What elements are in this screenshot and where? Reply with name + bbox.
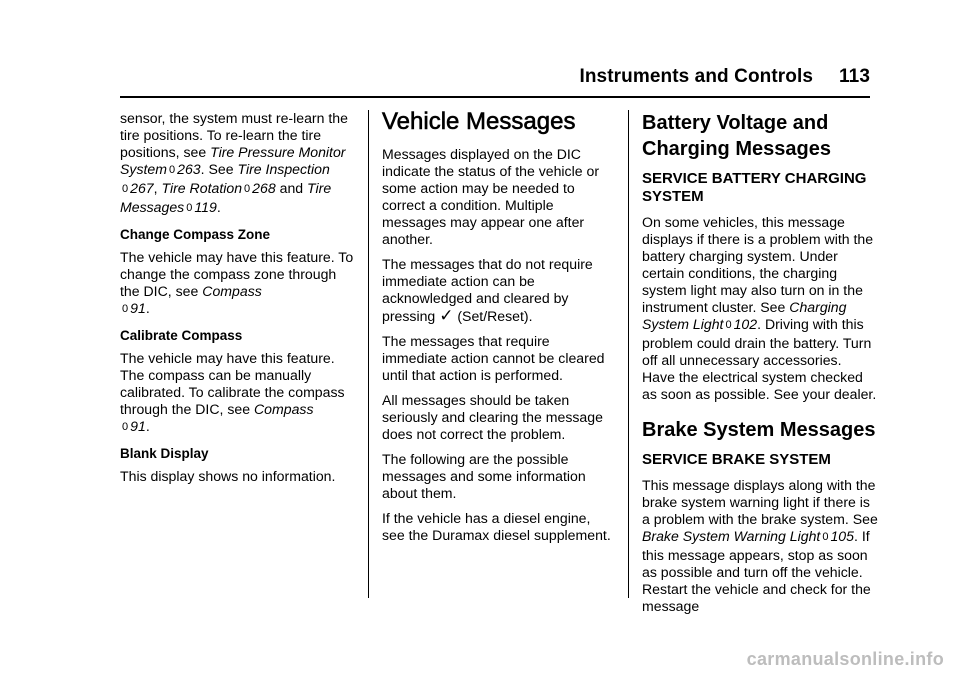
ref-arrow-icon: 0 xyxy=(122,303,129,315)
column-divider-2 xyxy=(628,110,629,598)
paragraph-take-seriously: All messages should be taken seriously and clearing the message does not correct the problem. xyxy=(382,392,603,442)
watermark: carmanualsonline.info xyxy=(746,649,944,669)
paragraph-brake: This message displays along with the brake system warning light if there is a problem with the brake system. See Brake System Warning Light 0 105. If this message appears, stop as soon as possible and turn off the vehicle. Restart the vehicle and check for the message xyxy=(642,477,878,614)
ref-arrow-icon: 0 xyxy=(186,202,193,214)
heading-vehicle-messages: Vehicle Messages xyxy=(382,108,576,135)
heading-service-battery: SERVICE BATTERY CHARGING SYSTEM xyxy=(642,170,867,205)
ref-arrow-icon: 0 xyxy=(122,421,129,433)
heading-change-compass-zone: Change Compass Zone xyxy=(120,227,271,242)
header-rule xyxy=(120,96,870,98)
ref-brake-warning-light[interactable]: Brake System Warning Light xyxy=(642,528,821,544)
heading-brake-system-messages: Brake System Messages xyxy=(642,419,876,441)
ref-compass[interactable]: Compass xyxy=(202,283,262,299)
ref-arrow-icon: 0 xyxy=(822,531,829,543)
paragraph-compass-zone: The vehicle may have this feature. To change the compass zone through the DIC, see Compass 0 91. xyxy=(120,249,354,316)
page-number: 113 xyxy=(839,66,870,87)
column-1 xyxy=(120,110,356,493)
ref-arrow-icon: 0 xyxy=(725,319,732,331)
ref-tire-messages[interactable]: Tire Messages xyxy=(120,180,332,215)
heading-battery-voltage: Battery Voltage and Charging Messages xyxy=(642,112,831,160)
paragraph-immediate-action: The messages that require immediate action cannot be cleared until that action is performed. xyxy=(382,333,605,383)
paragraph-calibrate: The vehicle may have this feature. The compass can be manually calibrated. To calibrate the compass through the DIC, see Compass 0 91. xyxy=(120,350,345,434)
column-2 xyxy=(382,110,614,552)
heading-service-brake: SERVICE BRAKE SYSTEM xyxy=(642,451,831,468)
ref-charging-system-light[interactable]: Charging System Light xyxy=(642,299,847,332)
paragraph-battery: On some vehicles, this message displays if there is a problem with the battery charging system. Under certain conditions, the charging system light may also turn on in the instrument cluster. See Charging System Light 0 102. Driving with this problem could drain the battery. Turn off all unnecessary accessories. Have the electrical system checked as soon as possible. See your dealer. xyxy=(642,214,877,402)
paragraph-acknowledge: The messages that do not require immediate action can be acknowledged and cleared by pressing ✓ (Set/Reset). xyxy=(382,256,593,325)
paragraph-tire-relearn: sensor, the system must re-learn the tire positions. To re-learn the tire positions, see Tire Pressure Monitor System 0 263. See Tire Inspection 0 267, Tire Rotation 0 268 and Tire Messages 0 119. xyxy=(120,110,348,215)
ref-arrow-icon: 0 xyxy=(122,183,129,195)
ref-arrow-icon: 0 xyxy=(244,183,251,195)
paragraph-messages-intro: Messages displayed on the DIC indicate the status of the vehicle or some action may be needed to correct a condition. Multiple messages may appear one after another. xyxy=(382,146,600,247)
page-header xyxy=(579,66,870,88)
ref-tire-pressure-monitor[interactable]: Tire Pressure Monitor System xyxy=(120,144,346,177)
section-title: Instruments and Controls xyxy=(579,66,814,87)
ref-arrow-icon: 0 xyxy=(169,164,176,176)
heading-blank-display: Blank Display xyxy=(120,446,209,461)
column-divider-1 xyxy=(368,110,369,598)
ref-compass[interactable]: Compass xyxy=(253,401,314,417)
ref-tire-inspection[interactable]: Tire Inspection xyxy=(237,161,330,177)
paragraph-possible-messages: The following are the possible messages and some information about them. xyxy=(382,451,586,501)
ref-tire-rotation[interactable]: Tire Rotation xyxy=(161,180,243,196)
paragraph-blank-display: This display shows no information. xyxy=(120,468,336,484)
paragraph-diesel: If the vehicle has a diesel engine, see the Duramax diesel supplement. xyxy=(382,510,611,543)
heading-calibrate-compass: Calibrate Compass xyxy=(120,328,243,343)
set-reset-check-icon: ✓ xyxy=(439,306,454,325)
column-3 xyxy=(642,110,878,623)
